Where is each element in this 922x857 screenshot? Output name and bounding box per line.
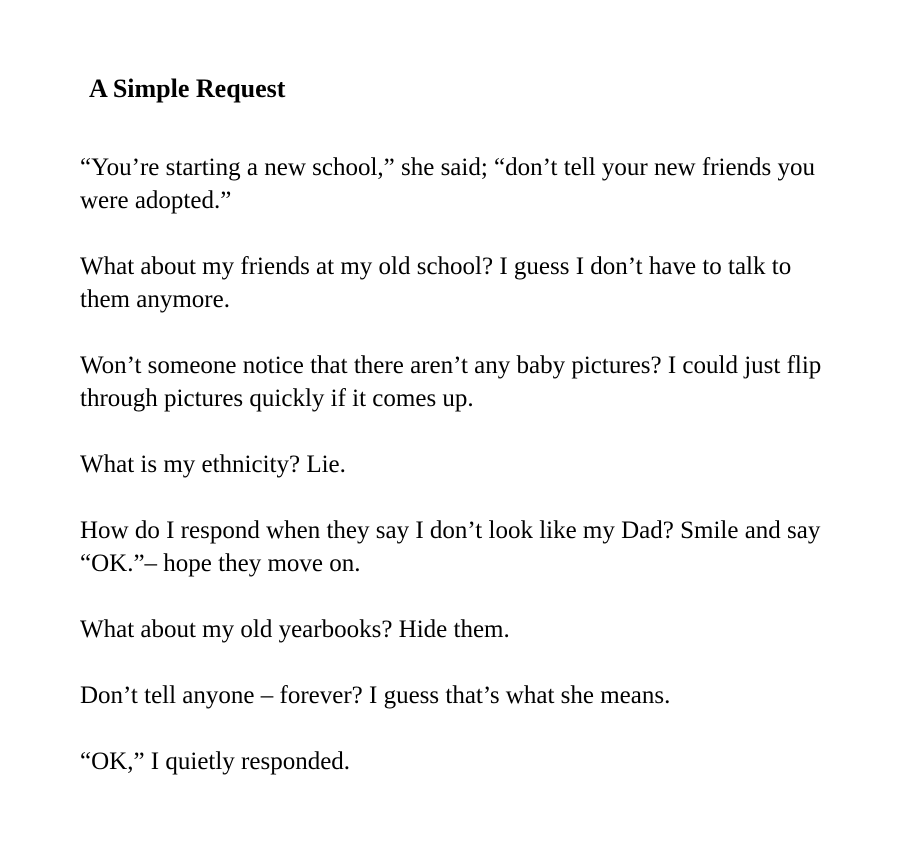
paragraph: “You’re starting a new school,” she said; “don’t tell your new friends you were adopted.” (80, 154, 816, 214)
paragraph: Won’t someone notice that there aren’t any baby pictures? I could just flip through pictures quickly if it comes up. (80, 352, 822, 412)
paragraph: What is my ethnicity? Lie. (80, 451, 346, 478)
paragraph: What about my old yearbooks? Hide them. (80, 616, 510, 643)
paragraph: How do I respond when they say I don’t look like my Dad? Smile and say “OK.”– hope they move on. (80, 517, 821, 577)
paragraph: “OK,” I quietly responded. (80, 748, 351, 775)
paragraph: What about my friends at my old school? I guess I don’t have to talk to them anymore. (80, 253, 792, 313)
document-title: A Simple Request (89, 74, 286, 103)
paragraph: Don’t tell anyone – forever? I guess that’s what she means. (80, 682, 671, 709)
